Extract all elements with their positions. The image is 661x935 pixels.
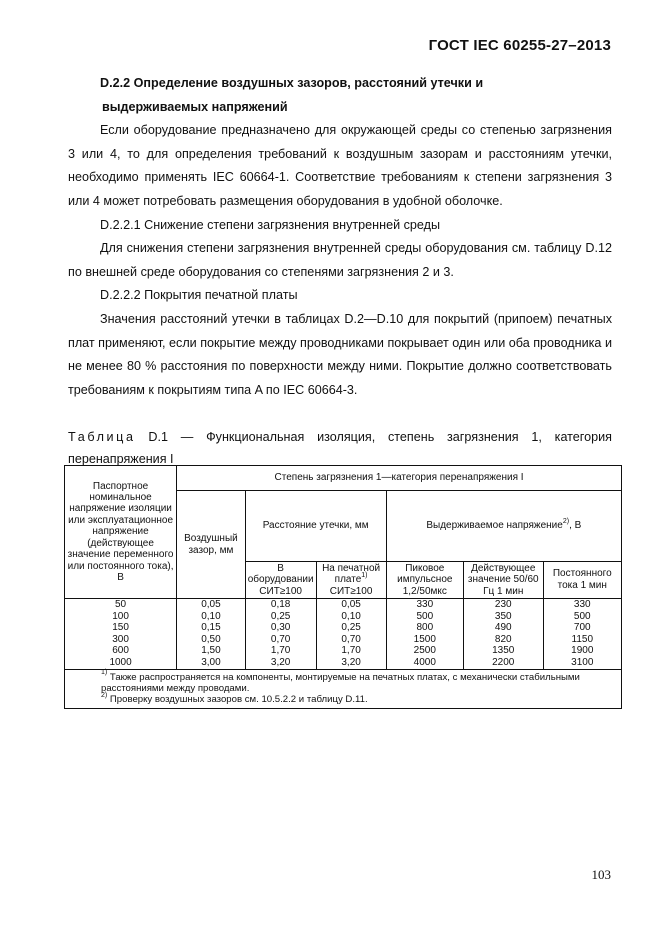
cell: 1,50 [177, 645, 246, 657]
cell: 1,70 [316, 645, 386, 657]
cell: 700 [543, 622, 621, 634]
section-heading: D.2.2 Определение воздушных зазоров, расстояний утечки и [100, 76, 484, 90]
cell: 0,25 [316, 622, 386, 634]
header-impulse: Пиковое импульсное 1,2/50мкс [386, 561, 463, 598]
cell: 1000 [65, 657, 177, 669]
document-header: ГОСТ IEC 60255-27–2013 [428, 37, 611, 54]
cell: 1,70 [245, 645, 316, 657]
cell: 4000 [386, 657, 463, 669]
cell: 0,10 [316, 611, 386, 623]
cell: 3,20 [245, 657, 316, 669]
cell: 0,18 [245, 599, 316, 611]
table-caption [68, 426, 612, 470]
cell: 0,05 [316, 599, 386, 611]
header-dc: Постоянного тока 1 мин [543, 561, 621, 598]
cell: 330 [543, 599, 621, 611]
subsection-1-title: D.2.2.1 Снижение степени загрязнения внутренней среды [100, 217, 441, 232]
header-clearance: Воздушный зазор, мм [177, 491, 246, 599]
cell: 150 [65, 622, 177, 634]
header-creepage-group: Расстояние утечки, мм [245, 491, 386, 562]
cell: 3100 [543, 657, 621, 669]
footnote-2-text: Проверку воздушных зазоров см. 10.5.2.2 и таблицу D.11. [107, 693, 368, 705]
header-creepage-pcb [316, 561, 386, 598]
cell: 1900 [543, 645, 621, 657]
footnote-1-text: Также распространяется на компоненты, монтируемые на печатных платах, с механически стабильными расстояниями между проводами. [101, 671, 580, 694]
insulation-table [64, 465, 622, 709]
page-number: 103 [591, 867, 611, 882]
cell: 0,10 [177, 611, 246, 623]
cell: 3,00 [177, 657, 246, 669]
table-row [65, 645, 622, 657]
header-withstand-group [386, 491, 621, 562]
cell: 350 [463, 611, 543, 623]
cell: 490 [463, 622, 543, 634]
cell: 2200 [463, 657, 543, 669]
paragraph-3: Значения расстояний утечки в таблицах D.2—D.10 для покрытий (припоем) печатных плат применяют, если покрытие между проводниками покрывает один или оба проводника и не менее 80 % расстояния по поверхности между ними. Покрытие должно соответствовать требованиям к покрытиям типа A по IEC 60664-3. [68, 311, 612, 397]
cell: 0,50 [177, 634, 246, 646]
header-withstand-label: Выдерживаемое напряжение [426, 520, 563, 532]
table-row [65, 599, 622, 611]
header-rms: Действующее значение 50/60 Гц 1 мин [463, 561, 543, 598]
cell: 230 [463, 599, 543, 611]
cell: 0,15 [177, 622, 246, 634]
cell: 800 [386, 622, 463, 634]
cell: 300 [65, 634, 177, 646]
footnote-2 [69, 691, 617, 705]
cell: 2500 [386, 645, 463, 657]
footnote-1-mark: 1) [101, 669, 108, 677]
footnote-1 [69, 669, 617, 694]
cell: 100 [65, 611, 177, 623]
table-row [65, 611, 622, 623]
header-rated-voltage: Паспортное номинальное напряжение изоляции или эксплуатационное напряжение (действующее значение переменного или постоянного тока), В [65, 466, 177, 599]
table-footnotes [65, 669, 622, 709]
cell: 330 [386, 599, 463, 611]
table-caption-word: Таблица [68, 430, 136, 445]
header-pcb-cti: СИТ≥100 [329, 585, 373, 597]
header-pollution-group: Степень загрязнения 1—категория перенапряжения I [177, 466, 622, 491]
table-caption-text: D.1 — Функциональная изоляция, степень загрязнения 1, категория перенапряжения I [68, 430, 612, 467]
cell: 0,05 [177, 599, 246, 611]
subsection-2-title: D.2.2.2 Покрытия печатной платы [100, 288, 298, 303]
cell: 3,20 [316, 657, 386, 669]
cell: 600 [65, 645, 177, 657]
table-row [65, 657, 622, 669]
table-row [65, 634, 622, 646]
cell: 1500 [386, 634, 463, 646]
cell: 1150 [543, 634, 621, 646]
header-creepage-equipment: В оборудовании СИТ≥100 [245, 561, 316, 598]
cell: 500 [386, 611, 463, 623]
document-body [68, 72, 612, 470]
header-pcb-label: На печатной плате [322, 562, 381, 586]
cell: 820 [463, 634, 543, 646]
section-heading-cont: выдерживаемых напряжений [102, 99, 288, 114]
footnote-ref-2: 2) [562, 517, 570, 525]
cell: 0,70 [316, 634, 386, 646]
cell: 500 [543, 611, 621, 623]
footnote-ref-1: 1) [361, 571, 368, 579]
cell: 1350 [463, 645, 543, 657]
paragraph-2: Для снижения степени загрязнения внутренней среды оборудования см. таблицу D.12 по внешней среде оборудования со степенями загрязнения 2 и 3. [68, 241, 612, 279]
cell: 0,30 [245, 622, 316, 634]
footnote-2-mark: 2) [101, 691, 108, 699]
table-row [65, 622, 622, 634]
cell: 0,25 [245, 611, 316, 623]
cell: 50 [65, 599, 177, 611]
paragraph-1: Если оборудование предназначено для окружающей среды со степенью загрязнения 3 или 4, то для определения требований к воздушным зазорам и расстояниям утечки, необходимо применять IEC 60664-1. Соответствие требованиям к степени загрязнения 3 или 4 может потребовать размещения оборудования в удобной оболочке. [68, 123, 612, 208]
header-withstand-unit: , В [569, 520, 582, 532]
cell: 0,70 [245, 634, 316, 646]
